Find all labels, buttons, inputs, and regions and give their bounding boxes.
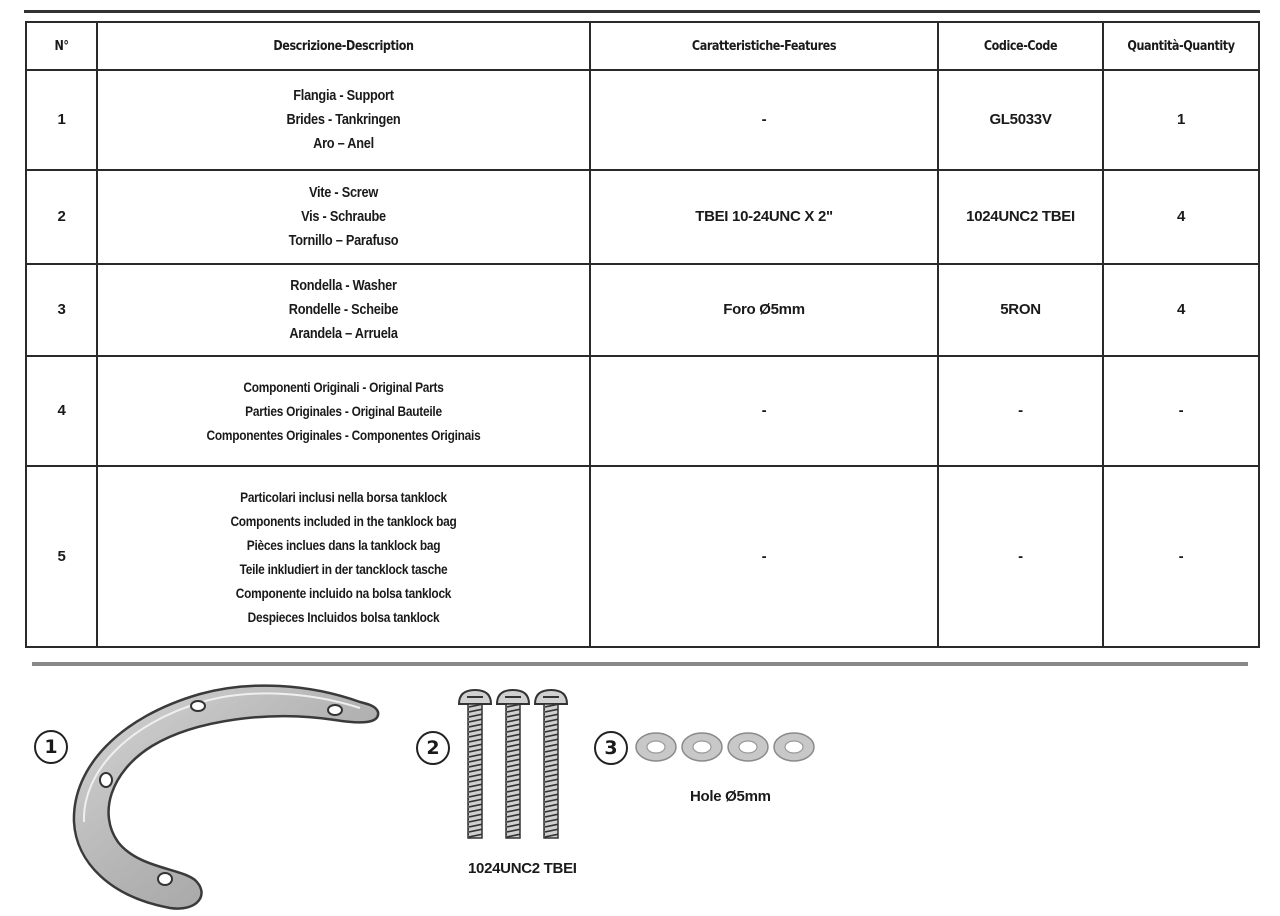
table-row (26, 356, 1259, 466)
row-description (97, 264, 590, 356)
item-marker-2: 2 (416, 731, 450, 765)
row-features: TBEI 10-24UNC X 2" (590, 170, 938, 264)
screw (497, 690, 529, 838)
washers-illustration (634, 730, 820, 764)
item-marker-1: 1 (34, 730, 68, 764)
description-line: Components included in the tanklock bag (230, 512, 457, 529)
description-line: Flangia - Support (293, 87, 394, 104)
description-line: Particolari inclusi nella borsa tanklock (240, 488, 447, 505)
row-quantity: 4 (1103, 170, 1259, 264)
table-row (26, 70, 1259, 170)
row-number: 3 (26, 264, 97, 356)
table-header-row (26, 22, 1259, 70)
section-divider (32, 662, 1248, 666)
description-line: Componenti Originali - Original Parts (243, 379, 444, 395)
row-description (97, 70, 590, 170)
description-line: Componentes Originales - Componentes Originais (206, 427, 481, 443)
flange-hole (100, 773, 112, 787)
row-number: 4 (26, 356, 97, 466)
description-line: Componente incluido na bolsa tanklock (235, 584, 452, 601)
description-line: Teile inkludiert in der tancklock tasche (239, 560, 448, 577)
item-marker-3: 3 (594, 731, 628, 765)
row-description (97, 356, 590, 466)
row-code: - (938, 466, 1103, 647)
description-line: Vis - Schraube (301, 208, 386, 225)
screws-caption: 1024UNC2 TBEI (468, 860, 577, 877)
row-number: 5 (26, 466, 97, 647)
flange-illustration (60, 672, 390, 914)
row-description (97, 170, 590, 264)
row-features: - (590, 70, 938, 170)
row-features: - (590, 356, 938, 466)
description-line: Parties Originales - Original Bauteile (245, 403, 442, 419)
row-code: 5RON (938, 264, 1103, 356)
row-number: 2 (26, 170, 97, 264)
flange-body (74, 686, 378, 909)
header-description: Descrizione-Description (132, 22, 556, 70)
row-code: - (938, 356, 1103, 466)
row-code: GL5033V (938, 70, 1103, 170)
header-features: Caratteristiche-Features (614, 22, 913, 70)
screws-illustration (455, 688, 575, 843)
flange-hole (328, 705, 342, 715)
description-line: Arandela – Arruela (289, 325, 398, 342)
row-features: Foro Ø5mm (590, 264, 938, 356)
top-rule (24, 0, 1260, 13)
description-line: Tornillo – Parafuso (288, 232, 399, 249)
description-line: Vite - Screw (308, 184, 378, 201)
row-quantity: - (1103, 466, 1259, 647)
description-line: Aro – Anel (313, 135, 374, 152)
row-quantity: 1 (1103, 70, 1259, 170)
screw (535, 690, 567, 838)
parts-table (25, 21, 1260, 648)
description-line: Rondelle - Scheibe (288, 301, 399, 318)
row-quantity: 4 (1103, 264, 1259, 356)
description-line: Brides - Tankringen (286, 111, 401, 128)
description-line: Rondella - Washer (290, 277, 397, 294)
description-line: Pièces inclues dans la tanklock bag (246, 536, 441, 553)
header-code: Codice-Code (950, 22, 1092, 70)
flange-hole (191, 701, 205, 711)
row-code: 1024UNC2 TBEI (938, 170, 1103, 264)
description-line: Despieces Incluidos bolsa tanklock (247, 608, 440, 625)
flange-hole (158, 873, 172, 885)
table-row (26, 170, 1259, 264)
header-no: N° (31, 22, 92, 70)
table-row (26, 264, 1259, 356)
row-description (97, 466, 590, 647)
table-row (26, 466, 1259, 647)
row-quantity: - (1103, 356, 1259, 466)
washers-caption: Hole Ø5mm (690, 788, 771, 805)
row-features: - (590, 466, 938, 647)
row-number: 1 (26, 70, 97, 170)
header-quantity: Quantità-Quantity (1114, 22, 1248, 70)
screw (459, 690, 491, 838)
